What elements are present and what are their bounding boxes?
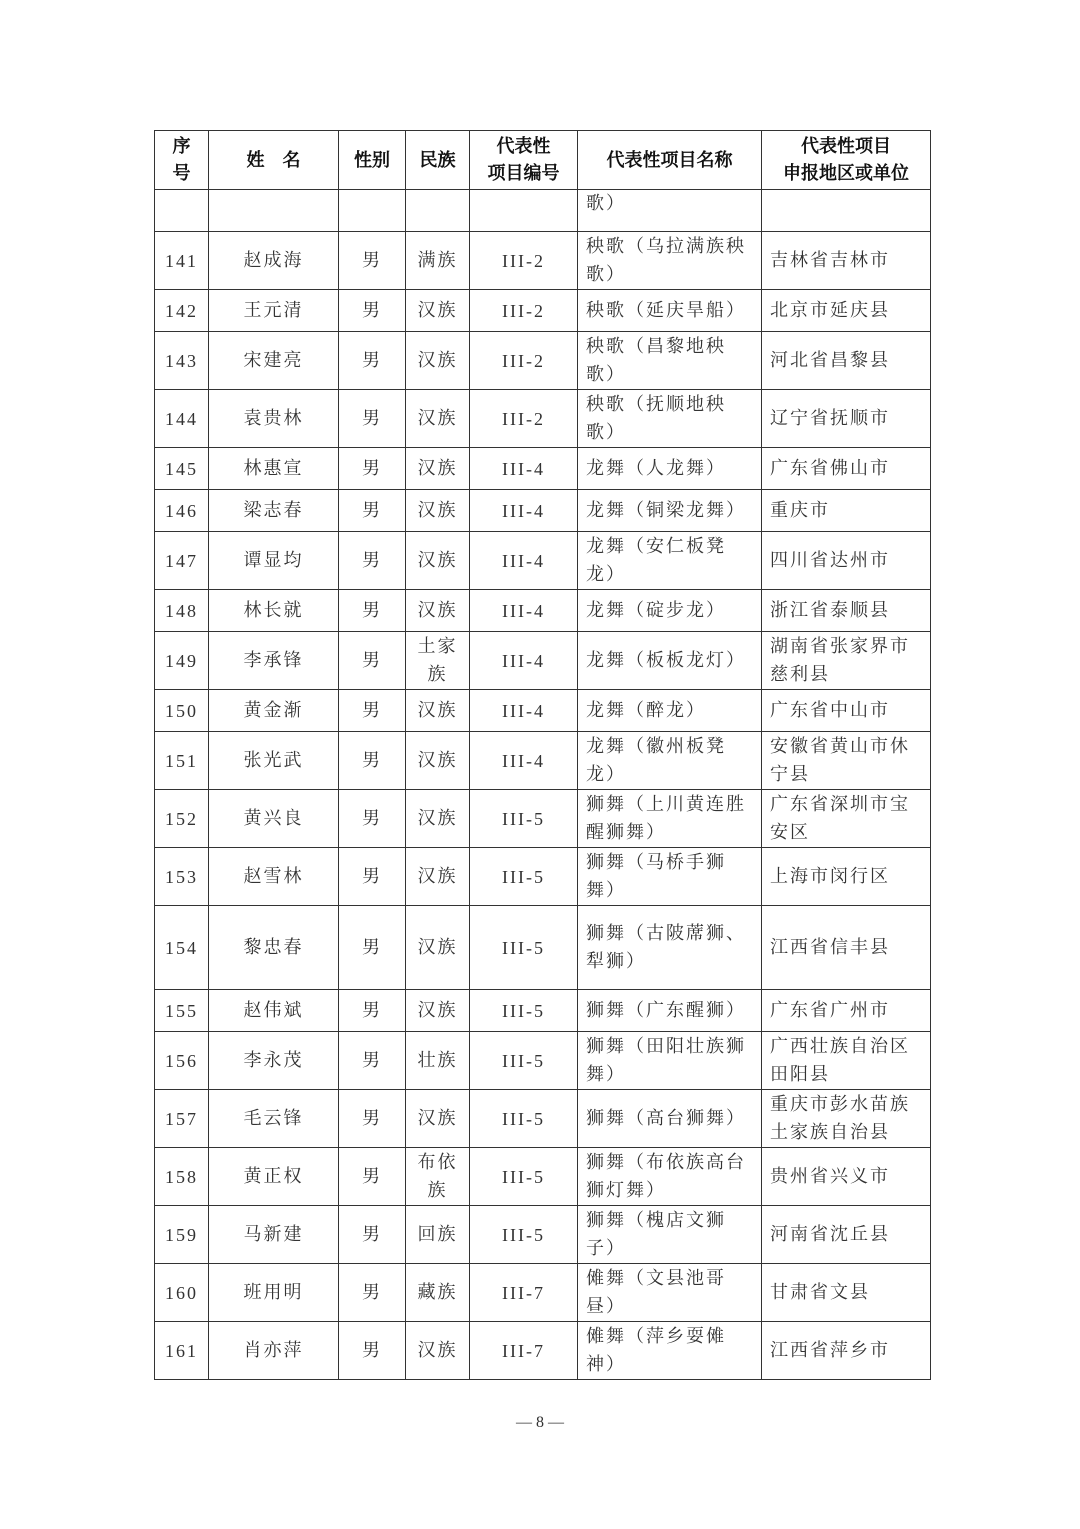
cell-name: 黎忠春 [209,906,339,990]
cell-ethnicity: 布依族 [406,1148,470,1206]
cell-code: III-2 [470,332,578,390]
cell-name: 赵成海 [209,232,339,290]
cell-gender: 男 [339,1206,406,1264]
cell-project: 狮舞（槐店文狮子） [578,1206,762,1264]
cell-region: 广西壮族自治区田阳县 [762,1032,931,1090]
table-header-row [155,131,931,190]
cell-seq: 157 [155,1090,209,1148]
cell-ethnicity: 藏族 [406,1264,470,1322]
table-row [155,906,931,990]
cell-region: 江西省萍乡市 [762,1322,931,1380]
cell-project: 狮舞（田阳壮族狮舞） [578,1032,762,1090]
cell-gender: 男 [339,690,406,732]
cell-ethnicity: 汉族 [406,1322,470,1380]
table-row [155,732,931,790]
table-row [155,290,931,332]
cell-project: 龙舞（碇步龙） [578,590,762,632]
cell-region: 重庆市彭水苗族土家族自治县 [762,1090,931,1148]
cell-gender: 男 [339,232,406,290]
cell-ethnicity: 汉族 [406,448,470,490]
cell-name: 毛云锋 [209,1090,339,1148]
cell-seq: 148 [155,590,209,632]
cell-code: III-2 [470,390,578,448]
cell-name: 宋建亮 [209,332,339,390]
cell-seq [155,190,209,232]
cell-seq: 143 [155,332,209,390]
cell-region: 重庆市 [762,490,931,532]
cell-project: 龙舞（人龙舞） [578,448,762,490]
table-row [155,232,931,290]
cell-name: 林惠宣 [209,448,339,490]
cell-gender: 男 [339,448,406,490]
cell-seq: 142 [155,290,209,332]
cell-ethnicity: 汉族 [406,290,470,332]
cell-region: 安徽省黄山市休宁县 [762,732,931,790]
cell-region: 甘肃省文县 [762,1264,931,1322]
cell-region: 河北省昌黎县 [762,332,931,390]
cell-ethnicity: 回族 [406,1206,470,1264]
cell-gender: 男 [339,532,406,590]
header-gender: 性别 [339,131,406,190]
cell-gender: 男 [339,790,406,848]
cell-gender: 男 [339,1322,406,1380]
cell-name: 袁贵林 [209,390,339,448]
cell-project: 狮舞（马桥手狮舞） [578,848,762,906]
header-name: 姓 名 [209,131,339,190]
cell-project: 秧歌（延庆旱船） [578,290,762,332]
cell-code: III-5 [470,906,578,990]
cell-region [762,190,931,232]
cell-project: 秧歌（昌黎地秧歌） [578,332,762,390]
cell-project: 龙舞（铜梁龙舞） [578,490,762,532]
cell-ethnicity: 汉族 [406,590,470,632]
cell-region: 广东省深圳市宝安区 [762,790,931,848]
table-row [155,990,931,1032]
cell-gender: 男 [339,990,406,1032]
cell-seq: 145 [155,448,209,490]
cell-gender: 男 [339,390,406,448]
cell-gender: 男 [339,732,406,790]
cell-gender: 男 [339,290,406,332]
cell-code: III-4 [470,490,578,532]
cell-ethnicity: 汉族 [406,690,470,732]
header-code [470,131,578,190]
cell-ethnicity: 汉族 [406,790,470,848]
cell-code: III-5 [470,1206,578,1264]
cell-ethnicity: 满族 [406,232,470,290]
cell-gender: 男 [339,590,406,632]
cell-project: 秧歌（抚顺地秧歌） [578,390,762,448]
cell-name: 王元清 [209,290,339,332]
table-row [155,1322,931,1380]
cell-name: 马新建 [209,1206,339,1264]
header-code-label: 代表性 项目编号 [487,136,560,184]
cell-ethnicity: 汉族 [406,906,470,990]
cell-region: 江西省信丰县 [762,906,931,990]
cell-gender [339,190,406,232]
cell-seq: 144 [155,390,209,448]
cell-seq: 153 [155,848,209,906]
cell-code: III-5 [470,1148,578,1206]
heritage-inheritors-table [154,130,931,1380]
table-row [155,1264,931,1322]
cell-code: III-4 [470,690,578,732]
cell-gender: 男 [339,332,406,390]
cell-seq: 156 [155,1032,209,1090]
cell-name: 班用明 [209,1264,339,1322]
cell-seq: 141 [155,232,209,290]
cell-gender: 男 [339,848,406,906]
cell-name: 李承锋 [209,632,339,690]
header-region-label: 代表性项目 申报地区或单位 [783,136,909,184]
cell-ethnicity: 汉族 [406,732,470,790]
cell-gender: 男 [339,1148,406,1206]
continuation-row [155,190,931,232]
cell-seq: 159 [155,1206,209,1264]
cell-gender: 男 [339,1032,406,1090]
table-row [155,790,931,848]
cell-code: III-4 [470,590,578,632]
cell-name: 张光武 [209,732,339,790]
cell-seq: 155 [155,990,209,1032]
cell-name: 肖亦萍 [209,1322,339,1380]
cell-ethnicity: 汉族 [406,1090,470,1148]
cell-name: 黄兴良 [209,790,339,848]
cell-region: 河南省沈丘县 [762,1206,931,1264]
cell-project: 狮舞（布依族高台狮灯舞） [578,1148,762,1206]
cell-name: 梁志春 [209,490,339,532]
cell-gender: 男 [339,632,406,690]
header-seq [155,131,209,190]
cell-code: III-5 [470,990,578,1032]
cell-ethnicity: 汉族 [406,990,470,1032]
cell-project: 龙舞（徽州板凳龙） [578,732,762,790]
cell-name: 黄正权 [209,1148,339,1206]
cell-ethnicity: 汉族 [406,532,470,590]
cell-project: 傩舞（萍乡耍傩神） [578,1322,762,1380]
cell-name: 赵伟斌 [209,990,339,1032]
header-project: 代表性项目名称 [578,131,762,190]
table-row [155,848,931,906]
cell-ethnicity: 汉族 [406,332,470,390]
cell-code: III-5 [470,790,578,848]
cell-region: 广东省广州市 [762,990,931,1032]
cell-project: 狮舞（高台狮舞） [578,1090,762,1148]
cell-ethnicity: 壮族 [406,1032,470,1090]
cell-region: 贵州省兴义市 [762,1148,931,1206]
table-row [155,1206,931,1264]
table-row [155,390,931,448]
cell-project: 龙舞（安仁板凳龙） [578,532,762,590]
cell-region: 上海市闵行区 [762,848,931,906]
cell-code: III-4 [470,732,578,790]
cell-project: 龙舞（板板龙灯） [578,632,762,690]
cell-code: III-4 [470,632,578,690]
cell-ethnicity: 汉族 [406,848,470,906]
cell-code: III-4 [470,532,578,590]
cell-seq: 154 [155,906,209,990]
cell-seq: 160 [155,1264,209,1322]
cell-region: 吉林省吉林市 [762,232,931,290]
cell-region: 湖南省张家界市慈利县 [762,632,931,690]
cell-seq: 146 [155,490,209,532]
cell-region: 北京市延庆县 [762,290,931,332]
header-region [762,131,931,190]
cell-code: III-7 [470,1322,578,1380]
cell-region: 浙江省泰顺县 [762,590,931,632]
cell-project: 秧歌（乌拉满族秧歌） [578,232,762,290]
table-row [155,632,931,690]
cell-project: 狮舞（古陂蓆狮、犁狮） [578,906,762,990]
header-seq-label: 序 号 [172,136,191,184]
table-row [155,532,931,590]
cell-ethnicity: 汉族 [406,390,470,448]
cell-seq: 149 [155,632,209,690]
page-number: — 8 — [516,1414,564,1431]
cell-code: III-5 [470,1090,578,1148]
cell-name: 李永茂 [209,1032,339,1090]
cell-ethnicity: 汉族 [406,490,470,532]
cell-code: III-7 [470,1264,578,1322]
cell-code: III-4 [470,448,578,490]
cell-project: 狮舞（上川黄连胜醒狮舞） [578,790,762,848]
cell-name [209,190,339,232]
cell-region: 广东省佛山市 [762,448,931,490]
cell-seq: 147 [155,532,209,590]
cell-region: 辽宁省抚顺市 [762,390,931,448]
cell-seq: 152 [155,790,209,848]
cell-ethnicity [406,190,470,232]
cell-gender: 男 [339,490,406,532]
cell-seq: 161 [155,1322,209,1380]
cell-code: III-5 [470,848,578,906]
cell-gender: 男 [339,906,406,990]
cell-name: 林长就 [209,590,339,632]
table-row [155,490,931,532]
cell-project: 狮舞（广东醒狮） [578,990,762,1032]
cell-code [470,190,578,232]
cell-project: 歌） [578,190,762,232]
cell-name: 谭显均 [209,532,339,590]
cell-region: 广东省中山市 [762,690,931,732]
table-row [155,332,931,390]
cell-region: 四川省达州市 [762,532,931,590]
cell-seq: 151 [155,732,209,790]
cell-project: 龙舞（醉龙） [578,690,762,732]
cell-name: 黄金渐 [209,690,339,732]
cell-seq: 150 [155,690,209,732]
table-body [155,190,931,1380]
table-row [155,690,931,732]
cell-seq: 158 [155,1148,209,1206]
cell-code: III-2 [470,290,578,332]
table-row [155,1090,931,1148]
table-row [155,590,931,632]
table-row [155,1148,931,1206]
cell-code: III-5 [470,1032,578,1090]
cell-code: III-2 [470,232,578,290]
cell-gender: 男 [339,1090,406,1148]
cell-gender: 男 [339,1264,406,1322]
header-ethnicity: 民族 [406,131,470,190]
cell-name: 赵雪林 [209,848,339,906]
cell-project: 傩舞（文县池哥昼） [578,1264,762,1322]
cell-ethnicity: 土家族 [406,632,470,690]
table-row [155,1032,931,1090]
table-row [155,448,931,490]
